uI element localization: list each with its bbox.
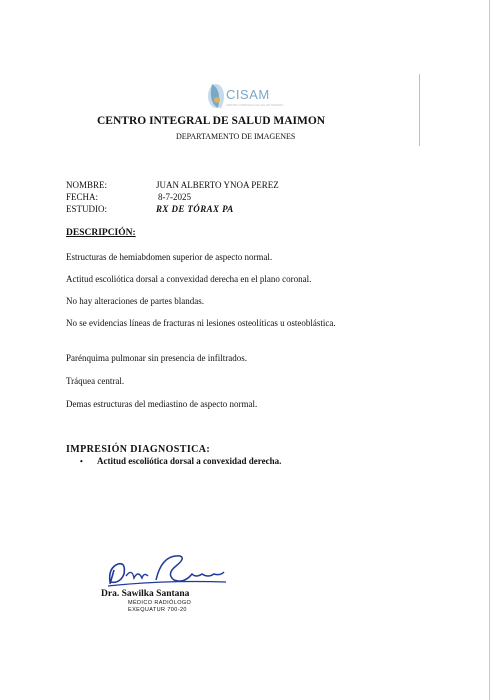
finding-paragraph: Tráquea central. — [66, 376, 125, 386]
handwritten-signature — [104, 550, 228, 590]
impression-list — [80, 456, 281, 466]
center-title: CENTRO INTEGRAL DE SALUD MAIMON — [97, 115, 326, 127]
signer-title: MÉDICO RADIÓLOGO — [128, 600, 192, 606]
page-edge — [489, 0, 490, 700]
description-heading: DESCRIPCIÓN: — [66, 228, 136, 238]
signer-exequatur: EXEQUATUR 700-20 — [128, 607, 187, 613]
study-value: RX DE TÓRAX PA — [156, 204, 234, 214]
department-name: DEPARTAMENTO DE IMAGENES — [176, 132, 296, 141]
finding-paragraph: No se evidencias líneas de fracturas ni lesiones osteolíticas u osteoblástica. — [66, 318, 336, 328]
name-value: JUAN ALBERTO YNOA PEREZ — [156, 180, 279, 190]
finding-paragraph: Estructuras de hemiabdomen superior de aspecto normal. — [66, 252, 273, 262]
impression-item-text: Actitud escoliótica dorsal a convexidad derecha. — [97, 456, 282, 466]
date-label: FECHA: — [66, 192, 99, 202]
impression-item — [80, 456, 281, 466]
logo-text: CISAM — [226, 87, 270, 102]
impression-heading: IMPRESIÓN DIAGNOSTICA: — [66, 444, 211, 455]
finding-paragraph: Actitud escoliótica dorsal a convexidad derecha en el plano coronal. — [66, 274, 312, 284]
finding-paragraph: Demas estructuras del mediastino de aspecto normal. — [66, 399, 258, 409]
margin-marker — [419, 74, 420, 146]
study-label: ESTUDIO: — [66, 204, 107, 214]
bullet-icon: • — [80, 457, 83, 466]
date-value: 8-7-2025 — [158, 192, 191, 202]
finding-paragraph: No hay alteraciones de partes blandas. — [66, 296, 204, 306]
finding-paragraph: Parénquima pulmonar sin presencia de infiltrados. — [66, 353, 247, 363]
name-label: NOMBRE: — [66, 180, 108, 190]
logo-tagline: CENTRO INTEGRAL DE SALUD MAIMON — [226, 103, 284, 107]
signer-name: Dra. Sawilka Santana — [101, 589, 190, 599]
